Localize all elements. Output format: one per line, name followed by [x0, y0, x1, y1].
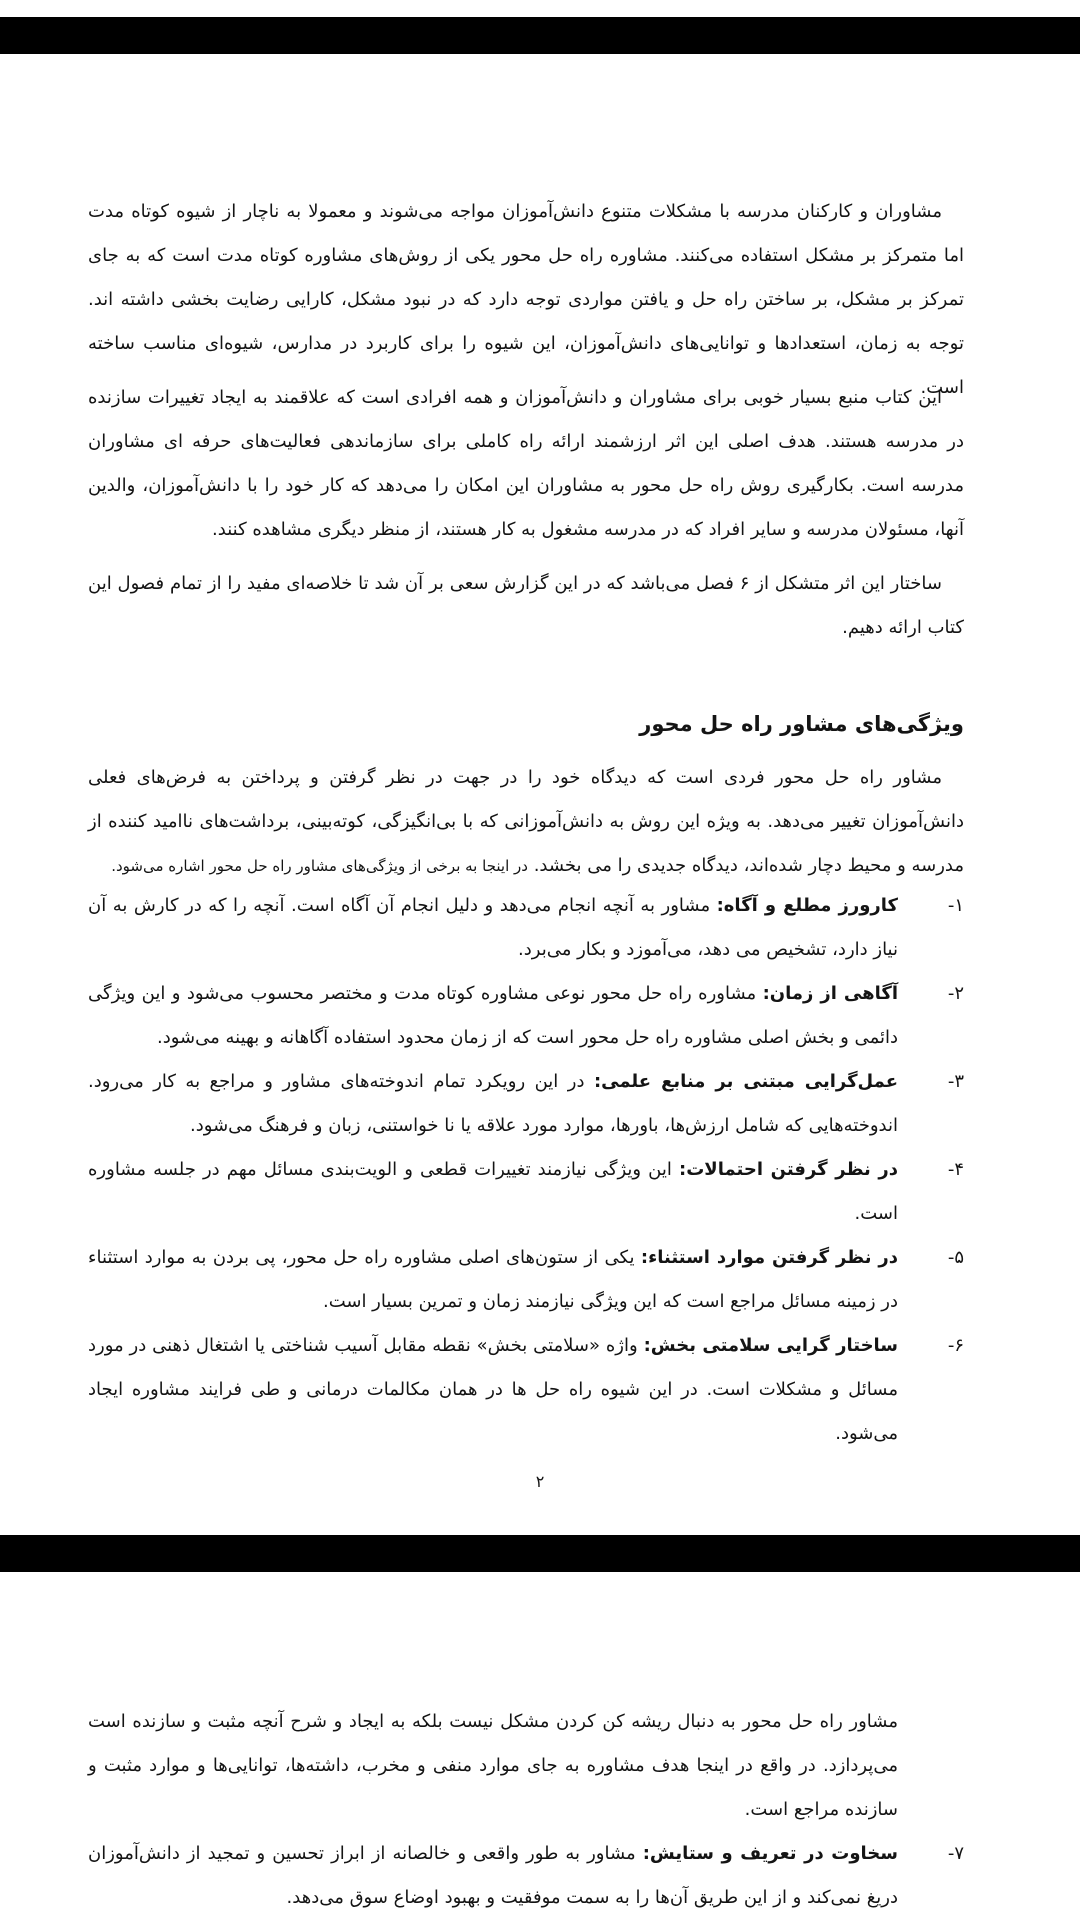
page-separator-bar	[0, 1535, 1080, 1572]
feature-number: ۲-	[947, 983, 964, 1004]
feature-number: ۵-	[947, 1247, 964, 1268]
paragraph-text: مشاوران و کارکنان مدرسه با مشکلات متنوع دانش‌آموزان مواجه می‌شوند و معمولا به ناچار از شیوه کوتاه مدت اما متمرکز بر مشکل استفاده می‌کنند. مشاوره راه حل محور یکی از روش‌های مشاوره کوتاه مدت است که به جای تمرکز بر مشکل، بر ساختن راه حل و یافتن مواردی توجه دارد که در نبود مشکل، کارایی رضایت بخشی داشته اند. توجه به زمان، استعدادها و توانایی‌های دانش‌آموزان، این شیوه را برای کاربرد در مدارس، شیوه‌ای مناسب ساخته است.	[88, 201, 964, 398]
paragraph-text: ساختار این اثر متشکل از ۶ فصل می‌باشد که در این گزارش سعی بر آن شد تا خلاصه‌ای مفید را از تمام فصول این کتاب ارائه دهیم.	[88, 573, 964, 638]
feature-title: در نظر گرفتن احتمالات:	[679, 1159, 898, 1180]
feature-text: مشاوره راه حل محور نوعی مشاوره کوتاه مدت و مختصر محسوب می‌شود و این ویژگی دائمی و بخش اصلی مشاوره راه حل محور است که از زمان محدود استفاده آگاهانه و بهینه می‌شود.	[88, 983, 898, 1048]
feature-title: آگاهی از زمان:	[762, 983, 898, 1004]
feature-item-4	[88, 1148, 964, 1236]
section-intro-paragraph	[88, 756, 964, 888]
feature-title: عمل‌گرایی مبتنی بر منابع علمی:	[593, 1071, 898, 1092]
feature-title: کارورز مطلع و آگاه:	[716, 895, 898, 916]
feature-text: یکی از ستون‌های اصلی مشاوره راه حل محور، پی بردن به موارد استثناء در زمینه مسائل مراجع است که این ویژگی نیازمند زمان و تمرین بسیار است.	[88, 1247, 898, 1312]
section-intro-main-text: مشاور راه حل محور فردی است که دیدگاه خود را در جهت در نظر گرفتن و پرداختن به فرض‌های فعلی دانش‌آموزان تغییر می‌دهد. به ویژه این روش به دانش‌آموزانی که با بی‌انگیزگی، کوته‌بینی، برداشت‌های ناامید کننده از مدرسه و محیط دچار شده‌اند، دیدگاه جدیدی را می بخشد.	[88, 767, 964, 876]
feature-text: واژه «سلامتی بخش» نقطه مقابل آسیب شناختی یا اشتغال ذهنی در مورد مسائل و مشکلات است. در این شیوه راه حل ها در همان مکالمات درمانی و طی فرایند مشاوره ایجاد می‌شود.	[88, 1335, 898, 1444]
page-number: ۲	[535, 1472, 545, 1491]
feature-title: ساختار گرایی سلامتی بخش:	[643, 1335, 898, 1356]
paragraph-text	[88, 756, 964, 888]
feature-item-1	[88, 884, 964, 972]
intro-paragraph-2	[88, 376, 964, 552]
feature-number: ۷-	[947, 1843, 964, 1864]
features-list	[88, 884, 964, 1456]
intro-paragraph-3	[88, 562, 964, 650]
feature-item-7	[88, 1832, 964, 1920]
feature-item-2	[88, 972, 964, 1060]
feature-text: مشاور به آنچه انجام می‌دهد و دلیل انجام آن آگاه است. آنچه را که در کارش به آن نیاز دارد، تشخیص می دهد، می‌آموزد و بکار می‌برد.	[88, 895, 898, 960]
feature-number: ۴-	[947, 1159, 964, 1180]
feature-item-5	[88, 1236, 964, 1324]
feature-item-3	[88, 1060, 964, 1148]
feature-text: مشاور به طور واقعی و خالصانه از ابراز تحسین و تمجید از دانش‌آموزان دریغ نمی‌کند و از این طریق آن‌ها را به سمت موفقیت و بهبود اوضاع سوق می‌دهد.	[88, 1843, 898, 1908]
paragraph-text: این کتاب منبع بسیار خوبی برای مشاوران و دانش‌آموزان و همه افرادی است که علاقمند به ایجاد تغییرات سازنده در مدرسه هستند. هدف اصلی این اثر ارزشمند ارائه راه کاملی برای سازماندهی فعالیت‌های حرفه ای مشاوران مدرسه است. بکارگیری روش راه حل محور به مشاوران این امکان را می‌دهد که کار خود را با دانش‌آموزان، والدین آنها، مسئولان مدرسه و سایر افراد که در مدرسه مشغول به کار هستند، از منظر دیگری مشاهده کنند.	[88, 387, 964, 540]
feature-text: این ویژگی نیازمند تغییرات قطعی و الویت‌بندی مسائل مهم در جلسه مشاوره است.	[88, 1159, 898, 1224]
feature-number: ۱-	[947, 895, 964, 916]
feature-title: سخاوت در تعریف و ستایش:	[642, 1843, 898, 1864]
feature-number: ۶-	[947, 1335, 964, 1356]
feature-item-6	[88, 1324, 964, 1456]
page-top-bar	[0, 17, 1080, 54]
feature-title: در نظر گرفتن موارد استثناء:	[640, 1247, 899, 1268]
section-intro-small-text: در اینجا به برخی از ویژگی‌های مشاور راه حل محور اشاره می‌شود.	[111, 857, 528, 875]
section-heading: ویژگی‌های مشاور راه حل محور	[639, 712, 964, 736]
features-list-continued	[88, 1832, 964, 1920]
feature-text: در این رویکرد تمام اندوخته‌های مشاور و مراجع به کار می‌رود. اندوخته‌هایی که شامل ارزش‌ها، باورها، موارد مورد علاقه یا نا خواستنی، زبان و فرهنگ می‌شود.	[88, 1071, 898, 1136]
document-page-1	[0, 54, 1080, 1535]
continued-paragraph: مشاور راه حل محور به دنبال ریشه کن کردن مشکل نیست بلکه به ایجاد و شرح آنچه مثبت و سازنده است می‌پردازد. در واقع در اینجا هدف مشاوره به جای موارد منفی و مخرب، داشته‌ها، توانایی‌ها و موارد مثبت و سازنده مراجع است.	[88, 1711, 898, 1820]
feature-number: ۳-	[947, 1071, 964, 1092]
